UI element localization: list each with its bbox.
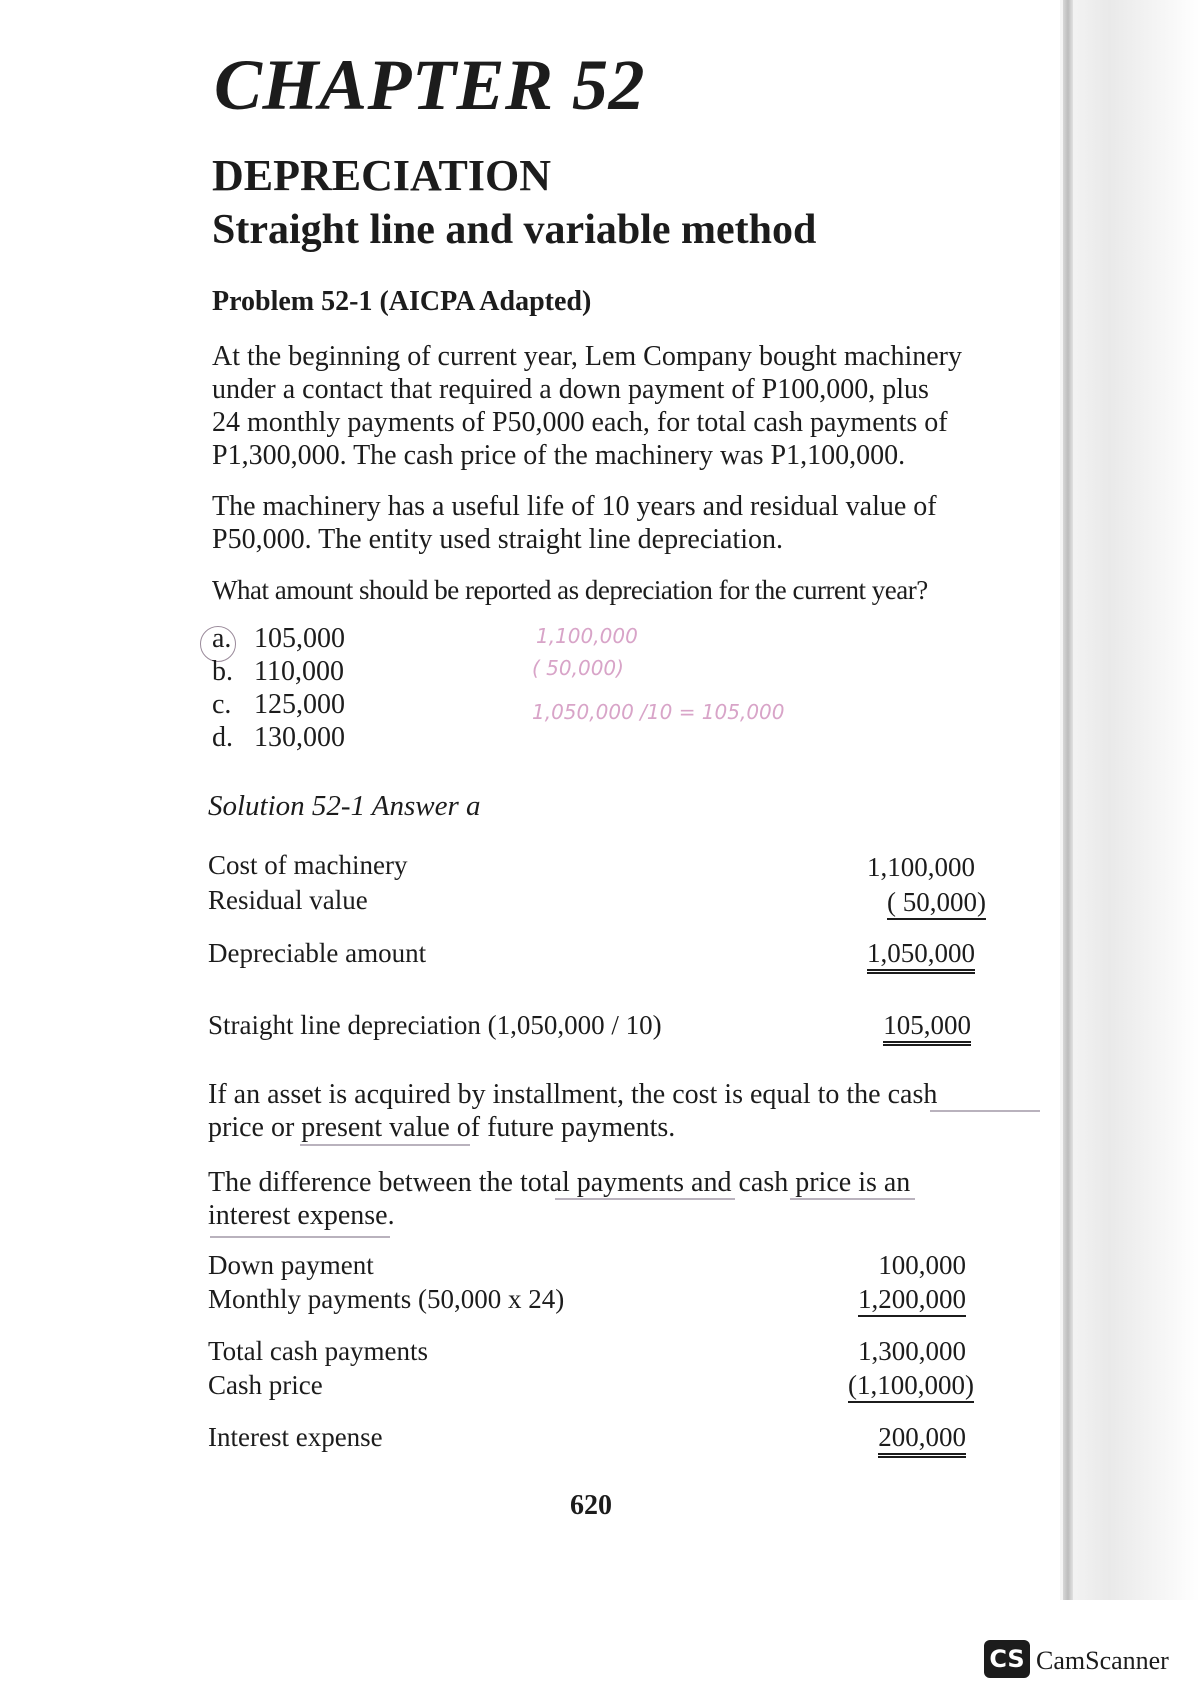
row-label-depreciable: Depreciable amount <box>208 938 427 968</box>
highlight-mark <box>300 1144 470 1146</box>
choice-value: 105,000 <box>254 623 345 654</box>
residual-amount: ( 50,000) <box>887 887 986 920</box>
page-edge-shadow <box>1060 0 1200 1600</box>
row-label-monthly: Monthly payments (50,000 x 24) <box>208 1284 565 1314</box>
choice-c <box>212 688 345 721</box>
text-line: At the beginning of current year, Lem Company bought machinery <box>212 341 962 372</box>
text-line: under a contact that required a down payment of P100,000, plus <box>212 374 929 405</box>
row-value-cash-price <box>848 1370 974 1401</box>
text-line: 24 monthly payments of P50,000 each, for total cash payments of <box>212 407 948 438</box>
chapter-title: CHAPTER 52 <box>214 45 646 125</box>
choice-value: 125,000 <box>254 689 345 720</box>
highlight-mark <box>210 1236 390 1238</box>
problem-question <box>212 574 1012 607</box>
row-label-interest: Interest expense <box>208 1422 383 1452</box>
solution-title: Solution 52-1 Answer a <box>208 790 481 822</box>
choice-d <box>212 721 345 754</box>
answer-choices <box>212 622 345 754</box>
choice-letter: b. <box>212 656 233 687</box>
text-line: P50,000. The entity used straight line depreciation. <box>212 524 784 555</box>
highlight-mark <box>790 1198 915 1200</box>
row-value-total: 1,300,000 <box>858 1336 966 1366</box>
text-line: The machinery has a useful life of 10 years and residual value of <box>212 491 937 522</box>
section-heading: DEPRECIATION <box>212 151 552 200</box>
camscanner-watermark: CamScanner <box>1036 1646 1169 1675</box>
row-label-down-payment: Down payment <box>208 1250 374 1280</box>
problem-paragraph-1 <box>212 340 1012 472</box>
straight-line-amount: 105,000 <box>883 1010 971 1046</box>
section-subheading: Straight line and variable method <box>212 207 817 253</box>
question-text: What amount should be reported as depreciation for the current year? <box>212 575 928 605</box>
camscanner-logo-icon: CS <box>984 1640 1030 1678</box>
text-line: The difference between the total payments and cash price is an <box>208 1167 911 1198</box>
row-label-cost: Cost of machinery <box>208 850 408 880</box>
handwritten-note-calc: 1,050,000 /10 = 105,000 <box>532 700 785 724</box>
row-value-depreciable <box>867 938 975 969</box>
cash-price-amount: (1,100,000) <box>848 1370 974 1403</box>
row-value-straight-line <box>883 1010 971 1041</box>
choice-b <box>212 655 345 688</box>
choice-a <box>212 622 345 655</box>
highlight-mark <box>555 1198 735 1200</box>
note-installment <box>208 1078 1028 1144</box>
choice-letter: c. <box>212 689 232 720</box>
interest-amount: 200,000 <box>878 1422 966 1458</box>
depreciable-amount: 1,050,000 <box>867 938 975 974</box>
row-label-cash-price: Cash price <box>208 1370 323 1400</box>
text-line: P1,300,000. The cash price of the machinery was P1,100,000. <box>212 440 906 471</box>
choice-letter: a. <box>212 623 232 654</box>
choice-value: 130,000 <box>254 722 345 753</box>
row-label-straight-line: Straight line depreciation (1,050,000 / 10) <box>208 1010 662 1040</box>
row-label-residual: Residual value <box>208 885 368 915</box>
book-spine <box>1063 0 1073 1600</box>
handwritten-note-residual: ( 50,000) <box>532 656 624 680</box>
handwritten-note-cost: 1,100,000 <box>536 624 638 648</box>
highlight-mark <box>930 1110 1040 1112</box>
row-value-cost: 1,100,000 <box>867 852 975 882</box>
row-label-total: Total cash payments <box>208 1336 429 1366</box>
row-value-monthly <box>858 1284 966 1315</box>
text-line: price or present value of future payments. <box>208 1112 676 1143</box>
problem-title: Problem 52-1 (AICPA Adapted) <box>212 286 592 317</box>
choice-letter: d. <box>212 722 233 753</box>
row-value-down-payment: 100,000 <box>878 1250 966 1280</box>
monthly-amount: 1,200,000 <box>858 1284 966 1317</box>
row-value-residual <box>887 887 986 918</box>
page-number: 620 <box>570 1490 612 1521</box>
text-line: If an asset is acquired by installment, the cost is equal to the cash <box>208 1079 938 1110</box>
text-line: interest expense. <box>208 1200 395 1231</box>
problem-paragraph-2 <box>212 490 1012 556</box>
choice-value: 110,000 <box>254 656 344 687</box>
row-value-interest <box>878 1422 966 1453</box>
